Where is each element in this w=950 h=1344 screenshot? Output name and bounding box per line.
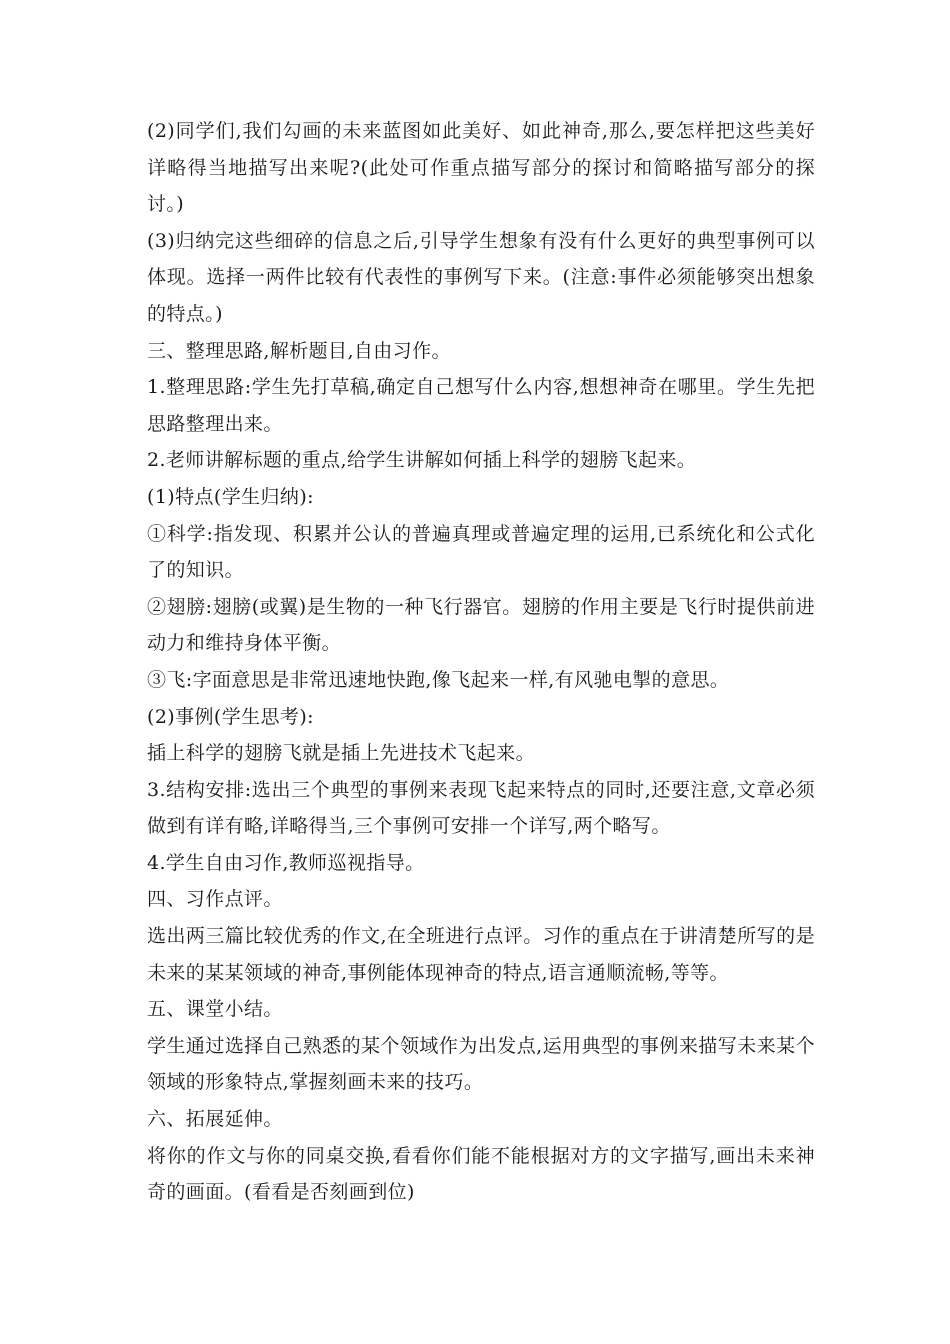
paragraph-example-text: 插上科学的翅膀飞就是插上先进技术飞起来。 bbox=[147, 742, 536, 765]
paragraph-feature-wings: ②翅膀:翅膀(或翼)是生物的一种飞行器官。翅膀的作用主要是飞行时提供前进动力和维持身体平衡。 bbox=[147, 595, 815, 655]
paragraph-features-heading: (1)特点(学生归纳): bbox=[147, 485, 314, 508]
document-body bbox=[147, 113, 815, 1211]
paragraph-step-4: 4.学生自由习作,教师巡视指导。 bbox=[147, 851, 425, 874]
section-heading-6: 六、拓展延伸。 bbox=[147, 1108, 283, 1131]
paragraph-discussion-3: (3)归纳完这些细碎的信息之后,引导学生想象有没有什么更好的典型事例可以体现。选择一两件比较有代表性的事例写下来。(注意:事件必须能够突出想象的特点。) bbox=[147, 229, 815, 325]
paragraph-feature-fly: ③飞:字面意思是非常迅速地快跑,像飞起来一样,有风驰电掣的意思。 bbox=[147, 668, 730, 691]
paragraph-step-3: 3.结构安排:选出三个典型的事例来表现飞起来特点的同时,还要注意,文章必须做到有详有略,详略得当,三个事例可安排一个详写,两个略写。 bbox=[147, 778, 815, 838]
section-heading-4: 四、习作点评。 bbox=[147, 888, 283, 911]
section-heading-3: 三、整理思路,解析题目,自由习作。 bbox=[147, 339, 451, 362]
paragraph-examples-heading: (2)事例(学生思考): bbox=[147, 705, 314, 728]
paragraph-extension: 将你的作文与你的同桌交换,看看你们能不能根据对方的文字描写,画出未来神奇的画面。(看看是否刻画到位) bbox=[147, 1144, 815, 1204]
paragraph-discussion-2: (2)同学们,我们勾画的未来蓝图如此美好、如此神奇,那么,要怎样把这些美好详略得当地描写出来呢?(此处可作重点描写部分的探讨和简略描写部分的探讨。) bbox=[147, 120, 815, 216]
paragraph-feature-science: ①科学:指发现、积累并公认的普遍真理或普遍定理的运用,已系统化和公式化了的知识。 bbox=[147, 522, 815, 582]
paragraph-summary: 学生通过选择自己熟悉的某个领域作为出发点,运用典型的事例来描写未来某个领域的形象特点,掌握刻画未来的技巧。 bbox=[147, 1034, 815, 1094]
paragraph-step-1: 1.整理思路:学生先打草稿,确定自己想写什么内容,想想神奇在哪里。学生先把思路整理出来。 bbox=[147, 376, 815, 435]
section-heading-5: 五、课堂小结。 bbox=[147, 998, 283, 1021]
paragraph-step-2: 2.老师讲解标题的重点,给学生讲解如何插上科学的翅膀飞起来。 bbox=[147, 449, 697, 472]
paragraph-review: 选出两三篇比较优秀的作文,在全班进行点评。习作的重点在于讲清楚所写的是未来的某某领域的神奇,事例能体现神奇的特点,语言通顺流畅,等等。 bbox=[147, 925, 815, 984]
